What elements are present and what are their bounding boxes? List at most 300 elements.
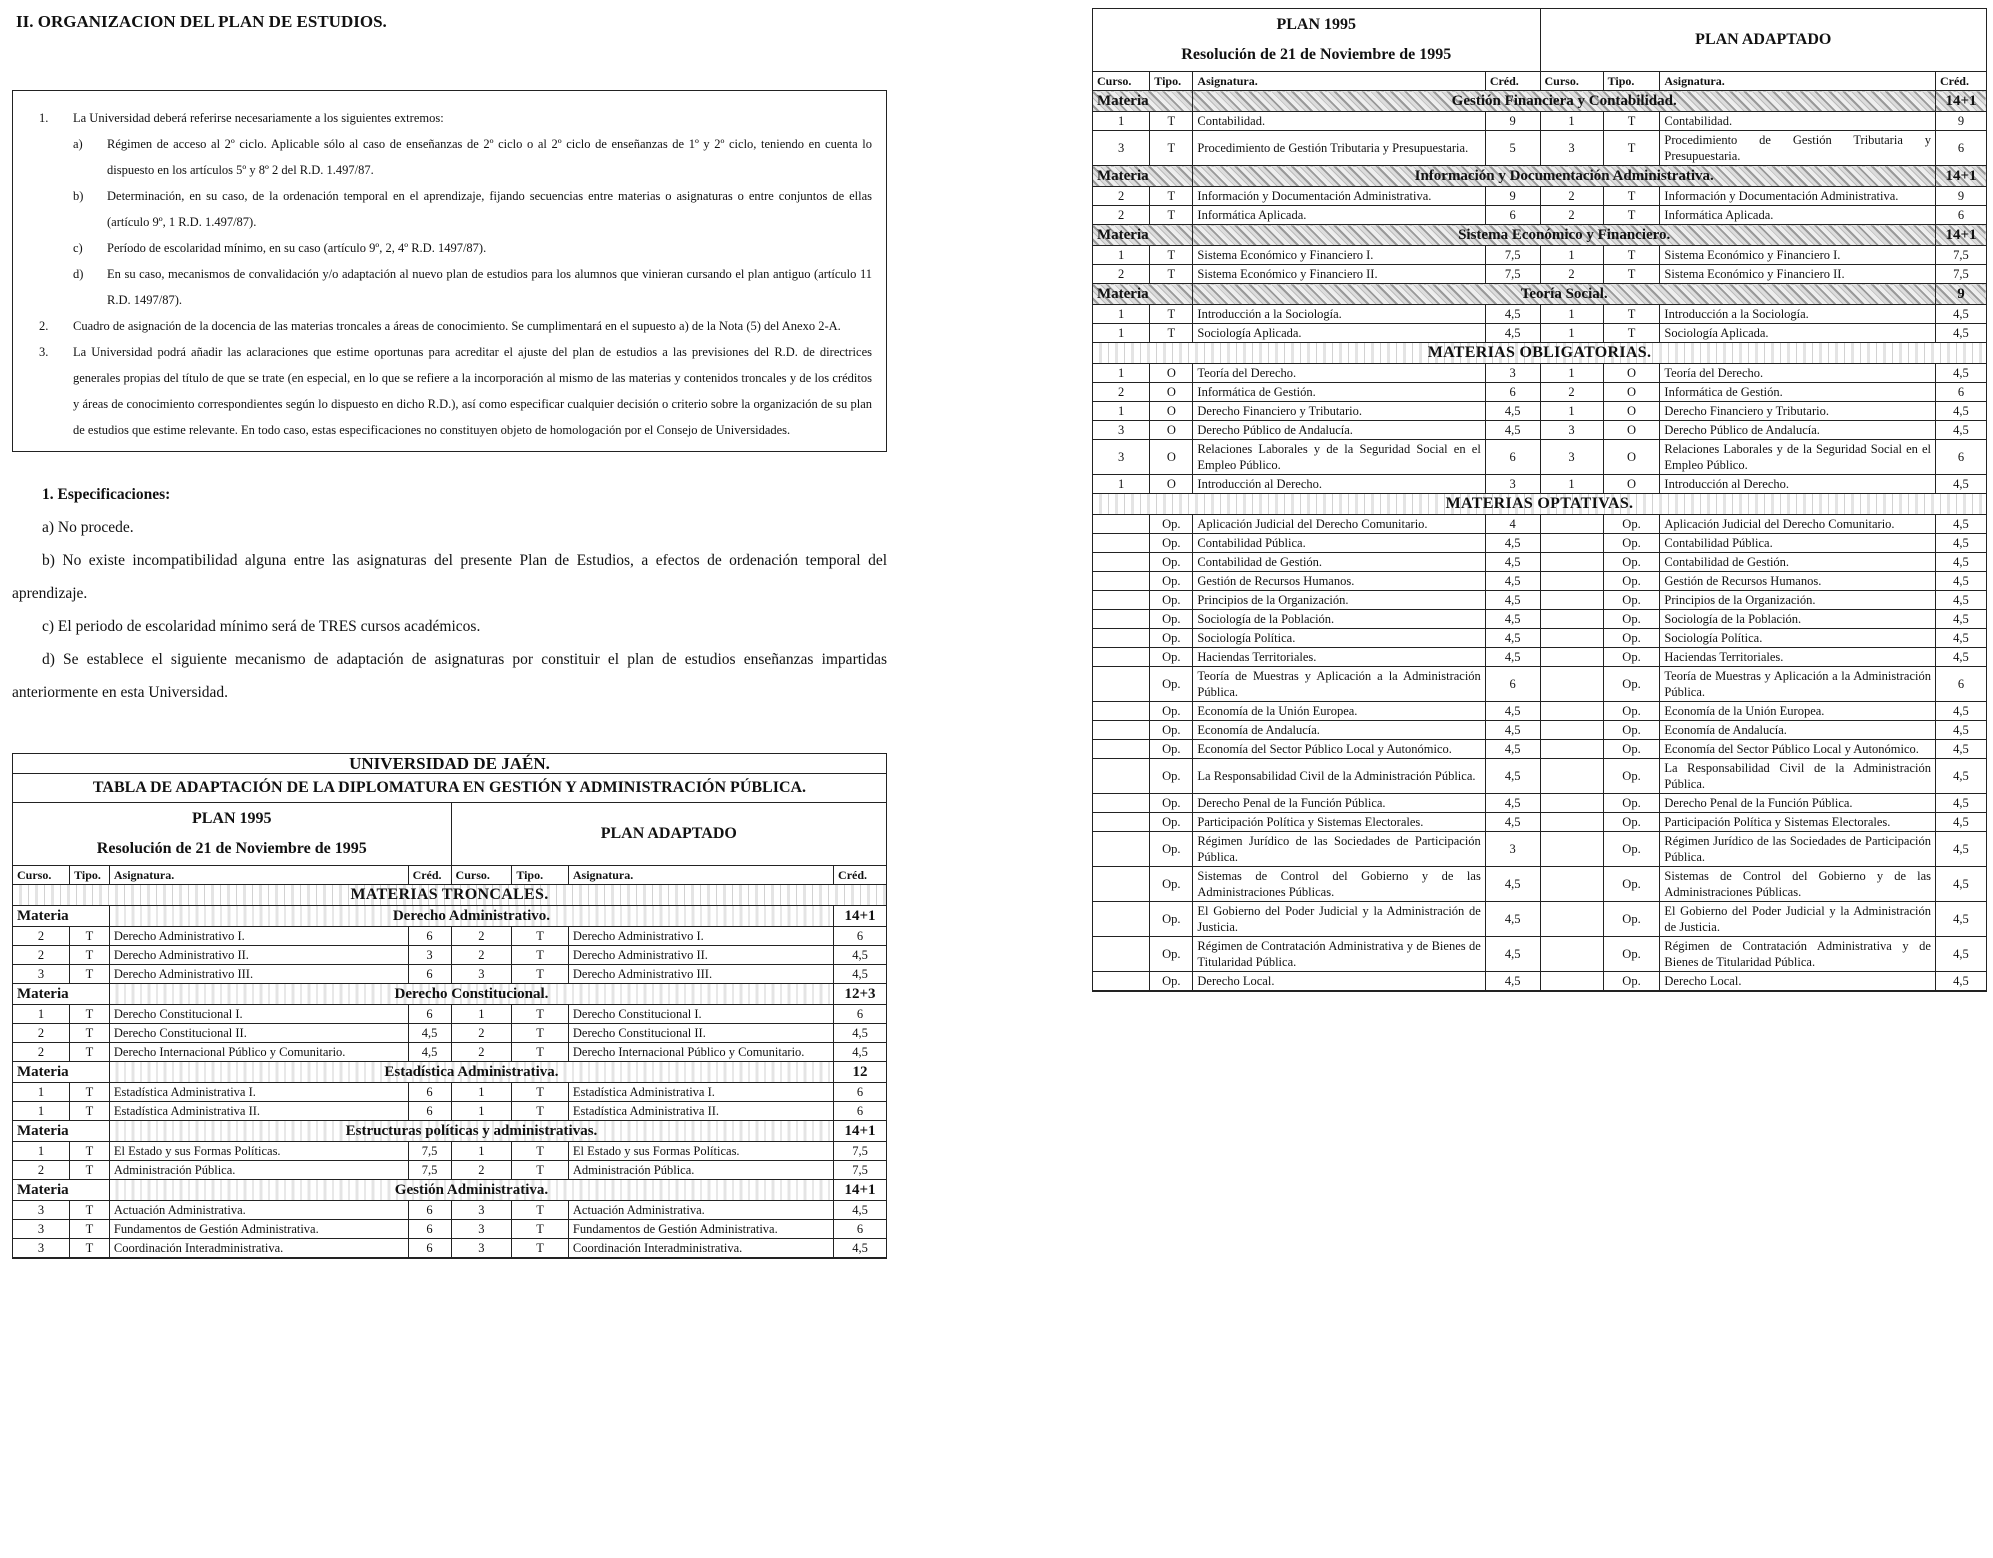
- asignatura-cell: Derecho Constitucional II.: [109, 1024, 408, 1043]
- column-header: Tipo.: [512, 866, 569, 885]
- plan-adaptado-header-right: PLAN ADAPTADO: [1540, 9, 1986, 72]
- table-row: [1093, 131, 1986, 166]
- curso-cell: 1: [1540, 475, 1603, 494]
- creditos-cell: 4,5: [408, 1043, 451, 1062]
- table-row: [13, 1201, 886, 1220]
- tipo-cell: Op.: [1603, 867, 1660, 902]
- table-row: [1093, 721, 1986, 740]
- category-label: MATERIAS OPTATIVAS.: [1093, 494, 1986, 515]
- creditos-cell: 4,5: [1935, 972, 1986, 991]
- curso-cell: [1540, 534, 1603, 553]
- creditos-cell: 6: [408, 965, 451, 984]
- curso-cell: [1093, 534, 1150, 553]
- curso-cell: 1: [451, 1005, 512, 1024]
- instructions-box: [12, 90, 887, 452]
- right-page: [1092, 8, 1987, 992]
- asignatura-cell: Estadística Administrativa I.: [568, 1083, 833, 1102]
- asignatura-cell: Coordinación Interadministrativa.: [109, 1239, 408, 1258]
- specifications-heading: 1. Especificaciones:: [42, 486, 171, 503]
- asignatura-cell: Contabilidad Pública.: [1660, 534, 1936, 553]
- tipo-cell: Op.: [1150, 813, 1193, 832]
- curso-cell: 1: [1540, 112, 1603, 131]
- tipo-cell: Op.: [1150, 937, 1193, 972]
- tipo-cell: T: [70, 1239, 110, 1258]
- curso-cell: [1540, 648, 1603, 667]
- materia-label: Materia: [13, 984, 109, 1005]
- tipo-cell: Op.: [1150, 648, 1193, 667]
- creditos-cell: 6: [408, 1005, 451, 1024]
- tipo-cell: T: [1150, 206, 1193, 225]
- creditos-cell: 4,5: [834, 1043, 886, 1062]
- tipo-cell: Op.: [1150, 572, 1193, 591]
- creditos-cell: 6: [1485, 383, 1540, 402]
- tipo-cell: T: [512, 1005, 569, 1024]
- tipo-cell: Op.: [1150, 972, 1193, 991]
- asignatura-cell: Sociología Aplicada.: [1193, 324, 1485, 343]
- asignatura-cell: Sistema Económico y Financiero II.: [1193, 265, 1485, 284]
- creditos-cell: 9: [1935, 187, 1986, 206]
- asignatura-cell: Contabilidad de Gestión.: [1193, 553, 1485, 572]
- curso-cell: 1: [1093, 364, 1150, 383]
- creditos-cell: 4,5: [1485, 937, 1540, 972]
- materia-label: Materia: [1093, 284, 1193, 305]
- creditos-cell: 6: [834, 1102, 886, 1121]
- column-header: Créd.: [1485, 72, 1540, 91]
- curso-cell: 3: [13, 1201, 70, 1220]
- tipo-cell: Op.: [1603, 534, 1660, 553]
- asignatura-cell: Derecho Administrativo I.: [109, 927, 408, 946]
- tipo-cell: Op.: [1150, 702, 1193, 721]
- creditos-cell: 4,5: [1485, 421, 1540, 440]
- curso-cell: [1540, 610, 1603, 629]
- materia-label: Materia: [1093, 166, 1193, 187]
- curso-cell: [1093, 667, 1150, 702]
- tipo-cell: T: [1150, 305, 1193, 324]
- tipo-cell: T: [70, 1102, 110, 1121]
- creditos-cell: 3: [1485, 832, 1540, 867]
- curso-cell: [1540, 740, 1603, 759]
- tipo-cell: Op.: [1150, 867, 1193, 902]
- table-row: [13, 1043, 886, 1062]
- curso-cell: [1093, 794, 1150, 813]
- instruction-number: a): [73, 137, 83, 151]
- creditos-cell: 4,5: [1935, 759, 1986, 794]
- curso-cell: 2: [1093, 383, 1150, 402]
- tipo-cell: T: [512, 1201, 569, 1220]
- creditos-cell: 3: [1485, 364, 1540, 383]
- creditos-cell: 4,5: [1485, 867, 1540, 902]
- asignatura-cell: Sistemas de Control del Gobierno y de las Administraciones Públicas.: [1193, 867, 1485, 902]
- tipo-cell: Op.: [1150, 740, 1193, 759]
- tipo-cell: T: [512, 1024, 569, 1043]
- table-row: [13, 965, 886, 984]
- asignatura-cell: Gestión de Recursos Humanos.: [1660, 572, 1936, 591]
- tipo-cell: T: [1603, 265, 1660, 284]
- creditos-cell: 6: [1935, 206, 1986, 225]
- asignatura-cell: Procedimiento de Gestión Tributaria y Presupuestaria.: [1660, 131, 1936, 166]
- creditos-cell: 4,5: [1485, 702, 1540, 721]
- asignatura-cell: Derecho Administrativo II.: [109, 946, 408, 965]
- tipo-cell: O: [1150, 383, 1193, 402]
- materia-name: Gestión Financiera y Contabilidad.: [1193, 91, 1936, 112]
- materia-name: Derecho Constitucional.: [109, 984, 833, 1005]
- creditos-cell: 7,5: [1935, 246, 1986, 265]
- tipo-cell: T: [70, 1220, 110, 1239]
- table-row: [13, 1239, 886, 1258]
- creditos-cell: 4,5: [1935, 475, 1986, 494]
- asignatura-cell: Economía de Andalucía.: [1193, 721, 1485, 740]
- asignatura-cell: Gestión de Recursos Humanos.: [1193, 572, 1485, 591]
- materia-credits: 14+1: [834, 1180, 886, 1201]
- creditos-cell: 4,5: [1935, 421, 1986, 440]
- tipo-cell: T: [512, 1220, 569, 1239]
- curso-cell: [1540, 972, 1603, 991]
- tipo-cell: T: [512, 1083, 569, 1102]
- asignatura-cell: Teoría de Muestras y Aplicación a la Administración Pública.: [1193, 667, 1485, 702]
- curso-cell: [1093, 759, 1150, 794]
- asignatura-cell: Sociología Aplicada.: [1660, 324, 1936, 343]
- creditos-cell: 4,5: [1935, 902, 1986, 937]
- creditos-cell: 4,5: [1485, 721, 1540, 740]
- column-headers: [13, 866, 886, 885]
- tipo-cell: T: [1150, 112, 1193, 131]
- asignatura-cell: Introducción al Derecho.: [1193, 475, 1485, 494]
- asignatura-cell: Derecho Público de Andalucía.: [1193, 421, 1485, 440]
- asignatura-cell: Información y Documentación Administrativa.: [1660, 187, 1936, 206]
- asignatura-cell: Fundamentos de Gestión Administrativa.: [568, 1220, 833, 1239]
- instruction-item: [39, 105, 872, 131]
- curso-cell: [1540, 813, 1603, 832]
- curso-cell: 2: [13, 927, 70, 946]
- table-row: [13, 1005, 886, 1024]
- materia-credits: 12: [834, 1062, 886, 1083]
- table-row: [1093, 515, 1986, 534]
- tipo-cell: T: [1603, 112, 1660, 131]
- table-row: [1093, 972, 1986, 991]
- tipo-cell: O: [1603, 402, 1660, 421]
- column-header: Tipo.: [70, 866, 110, 885]
- creditos-cell: 4,5: [834, 1239, 886, 1258]
- curso-cell: 1: [1093, 324, 1150, 343]
- creditos-cell: 4,5: [1935, 305, 1986, 324]
- tipo-cell: T: [70, 1201, 110, 1220]
- curso-cell: 3: [451, 1220, 512, 1239]
- curso-cell: 1: [13, 1005, 70, 1024]
- tipo-cell: Op.: [1150, 832, 1193, 867]
- plan-1995-label: PLAN 1995: [191, 810, 272, 827]
- curso-cell: [1540, 591, 1603, 610]
- creditos-cell: 4,5: [1485, 902, 1540, 937]
- creditos-cell: 7,5: [834, 1142, 886, 1161]
- tipo-cell: Op.: [1150, 759, 1193, 794]
- column-header: Asignatura.: [109, 866, 408, 885]
- column-header: Asignatura.: [568, 866, 833, 885]
- asignatura-cell: La Responsabilidad Civil de la Administración Pública.: [1193, 759, 1485, 794]
- curso-cell: [1540, 937, 1603, 972]
- curso-cell: [1093, 610, 1150, 629]
- university-title: UNIVERSIDAD DE JAÉN.: [13, 754, 886, 774]
- tipo-cell: Op.: [1603, 902, 1660, 937]
- curso-cell: [1093, 515, 1150, 534]
- creditos-cell: 4,5: [834, 946, 886, 965]
- asignatura-cell: El Gobierno del Poder Judicial y la Administración de Justicia.: [1660, 902, 1936, 937]
- creditos-cell: 6: [1935, 440, 1986, 475]
- asignatura-cell: El Estado y sus Formas Políticas.: [568, 1142, 833, 1161]
- curso-cell: [1093, 721, 1150, 740]
- curso-cell: 1: [451, 1102, 512, 1121]
- asignatura-cell: Relaciones Laborales y de la Seguridad Social en el Empleo Público.: [1660, 440, 1936, 475]
- asignatura-cell: Teoría del Derecho.: [1660, 364, 1936, 383]
- tipo-cell: O: [1150, 440, 1193, 475]
- curso-cell: [1540, 759, 1603, 794]
- materia-name: Sistema Económico y Financiero.: [1193, 225, 1936, 246]
- tipo-cell: Op.: [1603, 972, 1660, 991]
- tipo-cell: Op.: [1603, 759, 1660, 794]
- table-row: [1093, 937, 1986, 972]
- asignatura-cell: Introducción a la Sociología.: [1193, 305, 1485, 324]
- creditos-cell: 4,5: [1485, 305, 1540, 324]
- instruction-item: [39, 339, 872, 443]
- creditos-cell: 4,5: [1935, 740, 1986, 759]
- instruction-item: [39, 313, 872, 339]
- materia-credits: 14+1: [1935, 166, 1986, 187]
- asignatura-cell: Informática de Gestión.: [1660, 383, 1936, 402]
- table-row: [1093, 667, 1986, 702]
- creditos-cell: 6: [408, 1220, 451, 1239]
- asignatura-cell: Aplicación Judicial del Derecho Comunitario.: [1660, 515, 1936, 534]
- asignatura-cell: Derecho Administrativo III.: [109, 965, 408, 984]
- instruction-number: 2.: [39, 319, 49, 333]
- table-row: [1093, 534, 1986, 553]
- curso-cell: 2: [1093, 265, 1150, 284]
- asignatura-cell: Régimen de Contratación Administrativa y de Bienes de Titularidad Pública.: [1193, 937, 1485, 972]
- asignatura-cell: Contabilidad.: [1193, 112, 1485, 131]
- column-header: Asignatura.: [1193, 72, 1485, 91]
- tipo-cell: Op.: [1603, 648, 1660, 667]
- spec-item-b: b) No existe incompatibilidad alguna entre las asignaturas del presente Plan de Estudios, a efectos de ordenación temporal del aprendizaje.: [12, 552, 887, 602]
- plan-1995-header: [13, 803, 451, 866]
- asignatura-cell: Sociología de la Población.: [1660, 610, 1936, 629]
- table-row: [13, 1220, 886, 1239]
- creditos-cell: 7,5: [408, 1142, 451, 1161]
- curso-cell: 2: [13, 1161, 70, 1180]
- curso-cell: 3: [1093, 440, 1150, 475]
- instruction-text: Período de escolaridad mínimo, en su caso (artículo 9º, 2, 4º R.D. 1497/87).: [107, 241, 487, 255]
- curso-cell: 1: [1540, 246, 1603, 265]
- column-header: Curso.: [1093, 72, 1150, 91]
- table-row: [13, 927, 886, 946]
- table-row: [13, 1161, 886, 1180]
- asignatura-cell: Sociología de la Población.: [1193, 610, 1485, 629]
- table-row: [1093, 759, 1986, 794]
- creditos-cell: 4,5: [834, 1024, 886, 1043]
- creditos-cell: 4,5: [1935, 648, 1986, 667]
- curso-cell: 1: [1093, 246, 1150, 265]
- creditos-cell: 4: [1485, 515, 1540, 534]
- asignatura-cell: Derecho Financiero y Tributario.: [1193, 402, 1485, 421]
- table-row: [1093, 813, 1986, 832]
- adaptation-table-left: [12, 753, 887, 1259]
- table-row: [13, 946, 886, 965]
- curso-cell: [1540, 553, 1603, 572]
- column-header: Curso.: [451, 866, 512, 885]
- creditos-cell: 6: [1935, 667, 1986, 702]
- creditos-cell: 4,5: [1935, 629, 1986, 648]
- creditos-cell: 7,5: [1485, 246, 1540, 265]
- materia-name: Derecho Administrativo.: [109, 906, 833, 927]
- tipo-cell: Op.: [1150, 667, 1193, 702]
- asignatura-cell: Sistemas de Control del Gobierno y de las Administraciones Públicas.: [1660, 867, 1936, 902]
- tipo-cell: Op.: [1150, 629, 1193, 648]
- plan-adaptado-header: PLAN ADAPTADO: [451, 803, 886, 866]
- creditos-cell: 4,5: [1935, 515, 1986, 534]
- creditos-cell: 4,5: [1935, 702, 1986, 721]
- curso-cell: 2: [1093, 206, 1150, 225]
- creditos-cell: 6: [834, 1005, 886, 1024]
- tipo-cell: T: [70, 1083, 110, 1102]
- tipo-cell: T: [512, 1142, 569, 1161]
- asignatura-cell: Régimen Jurídico de las Sociedades de Participación Pública.: [1660, 832, 1936, 867]
- table-row: [1093, 383, 1986, 402]
- curso-cell: 2: [1093, 187, 1150, 206]
- curso-cell: 1: [1540, 402, 1603, 421]
- category-label: MATERIAS TRONCALES.: [13, 885, 886, 906]
- materia-label: Materia: [13, 1121, 109, 1142]
- curso-cell: 1: [13, 1142, 70, 1161]
- asignatura-cell: Derecho Penal de la Función Pública.: [1193, 794, 1485, 813]
- curso-cell: 3: [451, 965, 512, 984]
- curso-cell: [1093, 553, 1150, 572]
- creditos-cell: 6: [1485, 667, 1540, 702]
- curso-cell: [1540, 702, 1603, 721]
- curso-cell: [1093, 937, 1150, 972]
- asignatura-cell: Informática Aplicada.: [1193, 206, 1485, 225]
- table-row: [1093, 702, 1986, 721]
- tipo-cell: Op.: [1603, 572, 1660, 591]
- curso-cell: 2: [13, 1024, 70, 1043]
- left-page: [12, 8, 887, 1259]
- creditos-cell: 6: [408, 1102, 451, 1121]
- materia-name: Estadística Administrativa.: [109, 1062, 833, 1083]
- table-row: [1093, 112, 1986, 131]
- table-row: [1093, 402, 1986, 421]
- creditos-cell: 4,5: [1935, 364, 1986, 383]
- asignatura-cell: Administración Pública.: [109, 1161, 408, 1180]
- materia-row: [1093, 91, 1986, 112]
- materia-name: Estructuras políticas y administrativas.: [109, 1121, 833, 1142]
- table-row: [1093, 305, 1986, 324]
- materia-credits: 9: [1935, 284, 1986, 305]
- curso-cell: [1093, 813, 1150, 832]
- table-row: [1093, 902, 1986, 937]
- materia-row: [13, 984, 886, 1005]
- table-row: [1093, 610, 1986, 629]
- tipo-cell: O: [1150, 475, 1193, 494]
- creditos-cell: 4,5: [1485, 759, 1540, 794]
- creditos-cell: 4,5: [1485, 972, 1540, 991]
- curso-cell: [1093, 972, 1150, 991]
- table-row: [1093, 246, 1986, 265]
- table-row: [1093, 364, 1986, 383]
- tipo-cell: O: [1603, 364, 1660, 383]
- creditos-cell: 4,5: [1485, 591, 1540, 610]
- asignatura-cell: Economía del Sector Público Local y Autonómico.: [1660, 740, 1936, 759]
- curso-cell: [1540, 902, 1603, 937]
- creditos-cell: 4,5: [1935, 324, 1986, 343]
- tipo-cell: T: [512, 927, 569, 946]
- curso-cell: 2: [451, 946, 512, 965]
- column-header: Asignatura.: [1660, 72, 1936, 91]
- tipo-cell: T: [70, 1142, 110, 1161]
- asignatura-cell: Derecho Administrativo II.: [568, 946, 833, 965]
- asignatura-cell: Actuación Administrativa.: [109, 1201, 408, 1220]
- tipo-cell: T: [1603, 131, 1660, 166]
- tipo-cell: T: [1603, 187, 1660, 206]
- curso-cell: 3: [1093, 421, 1150, 440]
- asignatura-cell: Estadística Administrativa I.: [109, 1083, 408, 1102]
- instruction-text: Cuadro de asignación de la docencia de las materias troncales a áreas de conocimiento. Se cumplimentará en el supuesto a) de la Nota (5) del Anexo 2-A.: [73, 319, 841, 333]
- spec-item-d: d) Se establece el siguiente mecanismo de adaptación de asignaturas por constituir el plan de estudios enseñanzas impartidas anteriormente en esta Universidad.: [12, 651, 887, 701]
- asignatura-cell: Derecho Internacional Público y Comunitario.: [109, 1043, 408, 1062]
- curso-cell: 3: [1540, 131, 1603, 166]
- category-row: [13, 885, 886, 906]
- asignatura-cell: Economía de la Unión Europea.: [1193, 702, 1485, 721]
- tipo-cell: O: [1150, 364, 1193, 383]
- tipo-cell: Op.: [1603, 591, 1660, 610]
- tipo-cell: T: [1150, 324, 1193, 343]
- tipo-cell: O: [1150, 402, 1193, 421]
- creditos-cell: 4,5: [1935, 937, 1986, 972]
- creditos-cell: 4,5: [1935, 721, 1986, 740]
- instruction-number: 3.: [39, 345, 49, 359]
- table-row: [13, 1024, 886, 1043]
- tipo-cell: T: [70, 1161, 110, 1180]
- creditos-cell: 4,5: [834, 1201, 886, 1220]
- table-row: [1093, 265, 1986, 284]
- tipo-cell: Op.: [1150, 610, 1193, 629]
- curso-cell: 1: [451, 1142, 512, 1161]
- tipo-cell: Op.: [1150, 721, 1193, 740]
- asignatura-cell: Régimen de Contratación Administrativa y de Bienes de Titularidad Pública.: [1660, 937, 1936, 972]
- materia-row: [1093, 284, 1986, 305]
- curso-cell: 2: [451, 1024, 512, 1043]
- column-header: Créd.: [834, 866, 886, 885]
- creditos-cell: 9: [1935, 112, 1986, 131]
- asignatura-cell: Sistema Económico y Financiero I.: [1660, 246, 1936, 265]
- curso-cell: 2: [1540, 206, 1603, 225]
- materia-credits: 14+1: [1935, 225, 1986, 246]
- creditos-cell: 4,5: [1935, 794, 1986, 813]
- tipo-cell: T: [512, 1043, 569, 1062]
- asignatura-cell: La Responsabilidad Civil de la Administración Pública.: [1660, 759, 1936, 794]
- column-header: Tipo.: [1150, 72, 1193, 91]
- curso-cell: 2: [1540, 265, 1603, 284]
- tipo-cell: T: [1603, 305, 1660, 324]
- asignatura-cell: Derecho Internacional Público y Comunitario.: [568, 1043, 833, 1062]
- asignatura-cell: Derecho Público de Andalucía.: [1660, 421, 1936, 440]
- materia-name: Información y Documentación Administrativa.: [1193, 166, 1936, 187]
- spec-item-a: a) No procede.: [42, 519, 134, 536]
- creditos-cell: 6: [408, 1239, 451, 1258]
- tipo-cell: Op.: [1603, 629, 1660, 648]
- instruction-number: c): [73, 241, 83, 255]
- tipo-cell: T: [512, 1239, 569, 1258]
- asignatura-cell: Actuación Administrativa.: [568, 1201, 833, 1220]
- creditos-cell: 7,5: [1485, 265, 1540, 284]
- tipo-cell: Op.: [1603, 794, 1660, 813]
- creditos-cell: 4,5: [1935, 832, 1986, 867]
- tipo-cell: O: [1603, 440, 1660, 475]
